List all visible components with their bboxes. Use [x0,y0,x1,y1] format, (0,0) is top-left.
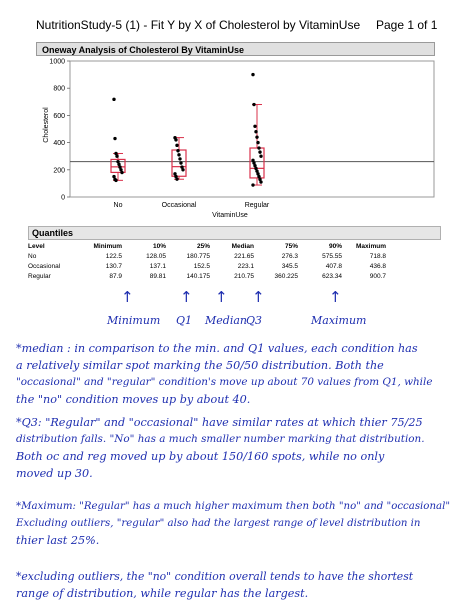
table-cell: 137.1 [149,262,166,270]
arrow-median-icon: ↑ [215,288,228,306]
data-point [115,155,118,158]
data-point [258,150,261,153]
tag-maximum: Maximum [311,314,367,327]
quantiles-title: Quantiles [28,226,441,240]
table-cell: 140.175 [186,272,210,280]
note-line: *excluding outliers, the "no" condition overall tends to have the shortest [16,570,414,583]
table-cell: 130.7 [105,262,122,270]
data-point [112,98,115,101]
data-point [259,155,262,158]
data-point [254,130,257,133]
note-line: Excluding outliers, "regular" also had the largest range of level distribution in [16,518,421,529]
data-point [174,138,177,141]
table-cell: 152.5 [193,262,210,270]
data-point [179,161,182,164]
note-line: *Q3: "Regular" and "occasional" have similar rates at which thier 75/25 [16,416,423,429]
x-tick-label: Occasional [161,202,197,209]
y-axis-label: Cholesterol [43,107,50,143]
note-line: *median : in comparison to the min. and Q1 values, each condition has [16,342,418,355]
y-tick-label: 200 [53,167,65,175]
note-line: moved up 30. [16,467,93,480]
data-point [178,157,181,160]
table-cell: Occasional [28,262,61,270]
col-header: 90% [328,243,342,250]
y-tick-label: 0 [61,194,65,202]
note-median [16,340,432,408]
tag-minimum: Minimum [107,314,161,327]
table-cell: 900.7 [369,272,386,280]
table-cell: 87.9 [109,272,122,280]
table-row [28,271,386,281]
page-number: Page 1 of 1 [376,18,438,32]
tag-median: Median [205,314,247,327]
quantiles-table [28,242,386,281]
col-header: 25% [196,243,210,250]
note-line: the "no" condition moves up by about 40. [16,393,251,406]
table-cell: 221.65 [234,252,254,260]
data-point [257,146,260,149]
col-header: 75% [284,243,298,250]
col-header: Maximum [356,243,386,250]
data-point [259,180,262,183]
note-q3 [16,414,425,482]
data-point [176,149,179,152]
table-cell: 210.75 [234,272,254,280]
arrow-minimum-icon: ↑ [121,288,134,306]
table-cell: 436.8 [369,262,386,270]
table-cell: 575.55 [322,252,342,260]
table-cell: 623.34 [322,272,342,280]
table-cell: 180.775 [186,252,210,260]
table-cell: Regular [28,272,51,280]
col-header: Median [231,243,254,250]
cholesterol-boxplot [36,57,435,223]
table-row [28,261,386,271]
note-line: distribution falls. "No" has a much smaller number marking that distribution. [16,433,425,445]
data-point [252,103,255,106]
y-tick-label: 400 [53,140,65,148]
note-maximum [16,498,450,549]
note-line: Both oc and reg moved up by about 150/160 spots, while no only [16,450,385,463]
data-point [253,125,256,128]
tag-q3: Q3 [246,314,263,327]
y-tick-label: 1000 [49,58,65,66]
data-point [120,171,123,174]
table-cell: 345.5 [281,262,298,270]
note-line: thier last 25%. [16,534,100,547]
data-point [177,153,180,156]
note-summary [16,568,413,602]
data-point [175,177,178,180]
table-cell: 276.3 [281,252,298,260]
table-cell: 223.1 [237,262,254,270]
table-cell: No [28,252,37,260]
table-cell: 89.81 [149,272,166,280]
x-axis-label: VitaminUse [212,212,248,219]
arrow-q1-icon: ↑ [180,288,193,306]
data-point [113,137,116,140]
col-header: Minimum [93,243,122,250]
data-point [175,144,178,147]
quantiles-header-row [28,242,386,251]
table-cell: 407.8 [325,262,342,270]
data-point [251,73,254,76]
table-row [28,251,386,261]
arrow-q3-icon: ↑ [252,288,265,306]
table-cell: 360.225 [274,272,298,280]
data-point [256,141,259,144]
table-cell: 122.5 [105,252,122,260]
arrow-maximum-icon: ↑ [329,288,342,306]
data-point [255,135,258,138]
x-tick-label: Regular [244,202,270,209]
note-line: range of distribution, while regular has the largest. [16,587,309,600]
data-point [114,179,117,182]
report-title: Oneway Analysis of Cholesterol By VitaminUse [36,42,435,56]
table-cell: 128.05 [146,252,166,260]
tag-q1: Q1 [176,314,193,327]
col-header: 10% [152,243,166,250]
x-tick-label: No [113,202,123,209]
note-line: "occasional" and "regular" condition's move up about 70 values from Q1, while [16,376,433,388]
y-tick-label: 800 [53,85,65,93]
data-point [251,183,254,186]
data-point [181,168,184,171]
note-line: *Maximum: "Regular" has a much higher maximum then both "no" and "occasional" [16,501,451,512]
plot-frame [70,61,434,197]
table-cell: 718.8 [369,252,386,260]
document-title: NutritionStudy-5 (1) - Fit Y by X of Cholesterol by VitaminUse [36,18,361,32]
y-tick-label: 600 [53,112,65,120]
note-line: a relatively similar spot marking the 50/50 distribution. Both the [16,359,384,372]
col-header: Level [28,243,45,250]
